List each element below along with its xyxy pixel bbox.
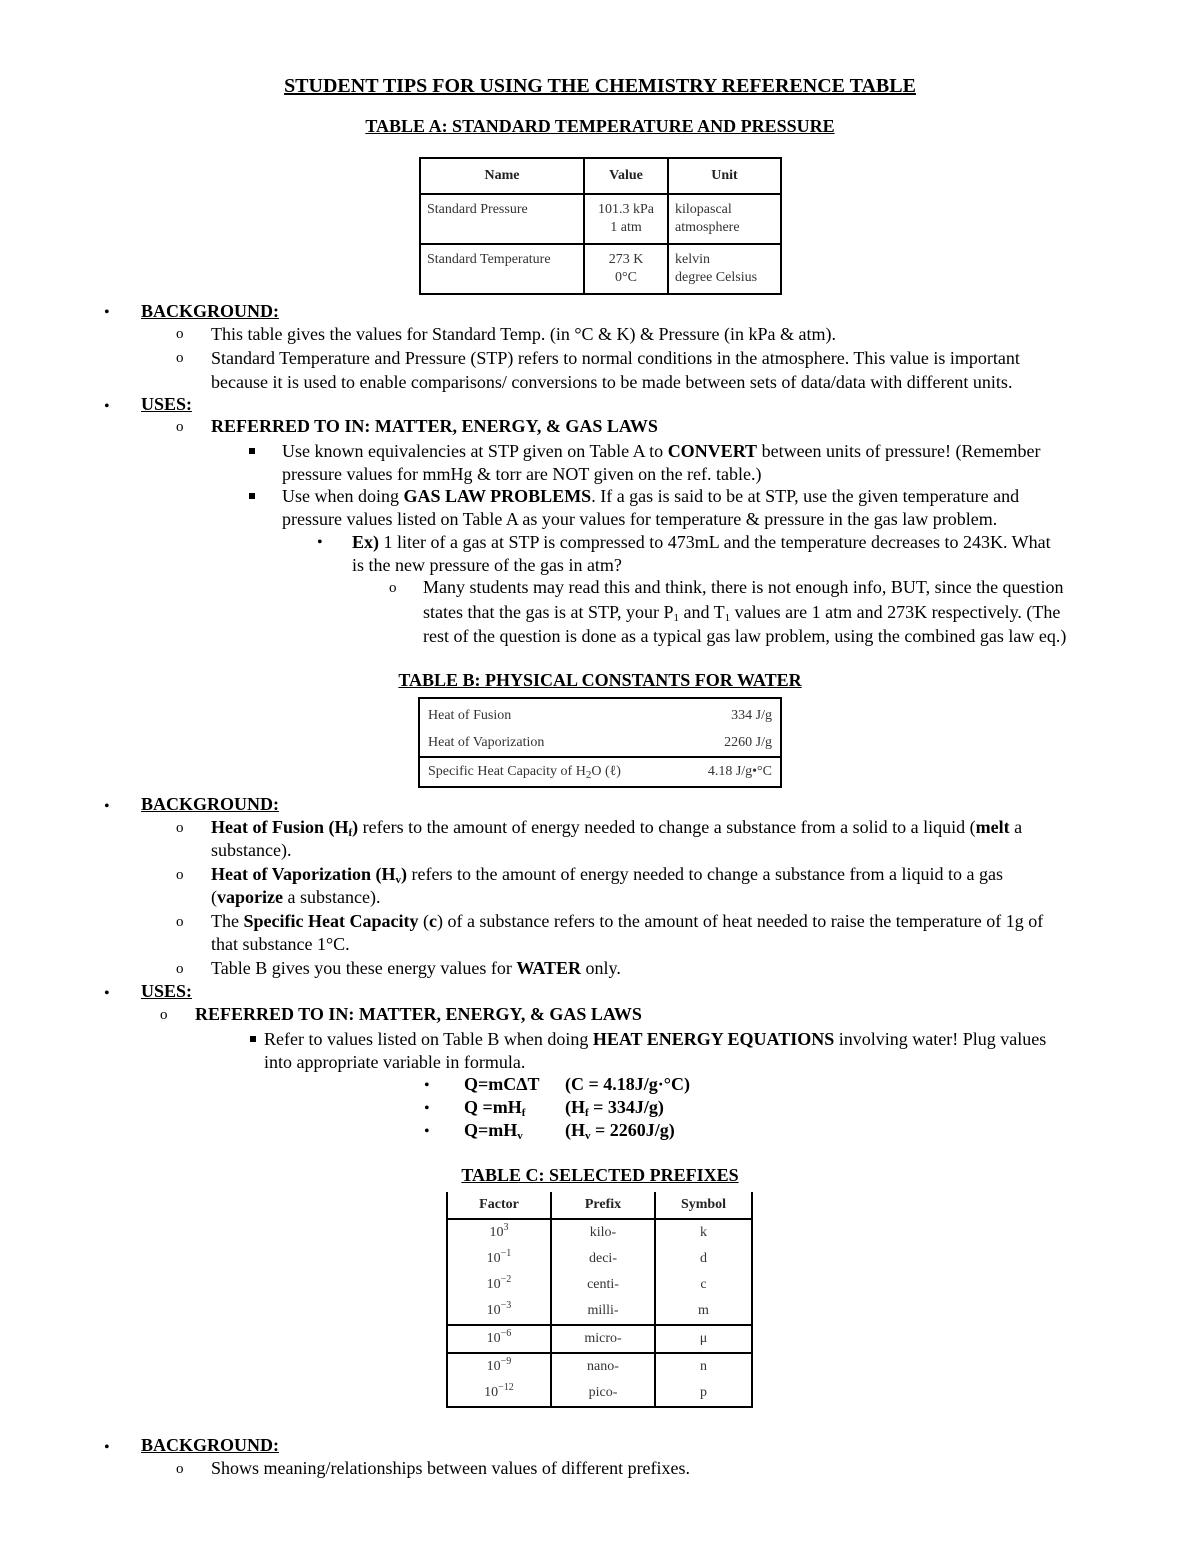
table-b-use: Refer to values listed on Table B when doing HEAT ENERGY EQUATIONS involving water! Plug values	[264, 1029, 1047, 1049]
table-c-cell-prefix: nano-	[551, 1353, 655, 1380]
table-c-cell-prefix: centi-	[551, 1272, 655, 1298]
table-c-header-factor: Factor	[447, 1192, 551, 1219]
table-c-cell-symbol: d	[655, 1246, 752, 1272]
table-c-cell-prefix: micro-	[551, 1325, 655, 1353]
table-a-use-2-cont: pressure values listed on Table A as your values for temperature & pressure in the gas law problem.	[282, 509, 998, 529]
circle-bullet-icon: o	[160, 1007, 168, 1023]
value-line: 0°C	[615, 270, 637, 285]
table-c-cell-factor: $10^{-9}$	[447, 1353, 551, 1380]
table-c-cell-factor: $10^{-3}$	[447, 1298, 551, 1325]
table-b-row	[419, 757, 781, 787]
table-c-row	[447, 1219, 752, 1246]
table-a-cell-value	[584, 194, 668, 244]
equation-heat-value: (C = 4.18J/g·°C)	[565, 1074, 690, 1094]
value-line: 273 K	[608, 252, 644, 267]
table-a-cell-unit	[668, 244, 781, 294]
table-a-use-2: Use when doing GAS LAW PROBLEMS. If a gas is said to be at STP, use the given temperature and	[282, 486, 1020, 506]
table-a-background-item-cont: because it is used to enable comparisons/ conversions to be made between sets of data/data with different units.	[211, 372, 1013, 392]
table-a-row	[420, 194, 781, 244]
table-a-use-1-cont: pressure values for mmHg & torr are NOT given on the ref. table.)	[282, 464, 762, 484]
circle-bullet-icon: o	[176, 326, 184, 342]
table-a-header-value: Value	[584, 158, 668, 194]
bullet-icon: •	[424, 1077, 430, 1094]
table-c-row	[447, 1298, 752, 1325]
table-a-background-item: This table gives the values for Standard Temp. (in °C & K) & Pressure (in kPa & atm).	[211, 324, 836, 344]
table-a-note-cont: states that the gas is at STP, your $P_1$ and $T_1$ values are 1 atm and 273K respectively. (The	[423, 602, 1061, 624]
table-a-referred: REFERRED TO IN: MATTER, ENERGY, & GAS LAWS	[211, 416, 658, 436]
bullet-icon: •	[424, 1123, 430, 1140]
table-c-header-prefix: Prefix	[551, 1192, 655, 1219]
unit-line: kilopascal	[675, 202, 732, 217]
unit-line: degree Celsius	[675, 270, 758, 285]
table-c-cell-prefix: kilo-	[551, 1219, 655, 1246]
table-c-heading: TABLE C: SELECTED PREFIXES	[461, 1165, 739, 1185]
table-c-cell-prefix: milli-	[551, 1298, 655, 1325]
table-a-row	[420, 244, 781, 294]
page-title: STUDENT TIPS FOR USING THE CHEMISTRY REFERENCE TABLE	[284, 75, 916, 97]
table-a-cell-unit	[668, 194, 781, 244]
table-b-heading: TABLE B: PHYSICAL CONSTANTS FOR WATER	[398, 670, 802, 690]
table-c-cell-symbol: μ	[655, 1325, 752, 1353]
circle-bullet-icon: o	[389, 580, 397, 596]
table-c-cell-factor: $10^{-12}$	[447, 1380, 551, 1407]
circle-bullet-icon: o	[176, 350, 184, 366]
table-a-heading: TABLE A: STANDARD TEMPERATURE AND PRESSURE	[365, 116, 835, 136]
table-b-background-item-cont: substance).	[211, 840, 292, 860]
circle-bullet-icon: o	[176, 914, 184, 930]
value-line: 1 atm	[610, 220, 642, 235]
table-c-cell-symbol: k	[655, 1219, 752, 1246]
table-b-background-item: Heat of Vaporization $(H_v)$ refers to the amount of energy needed to change a substance from a liquid to a gas	[211, 864, 1003, 886]
value-line: 101.3 kPa	[598, 202, 654, 217]
bullet-icon: •	[104, 985, 110, 1002]
square-bullet-icon	[249, 493, 255, 499]
table-c-cell-factor: $10^{-1}$	[447, 1246, 551, 1272]
table-b-cell-value: 4.18 J/g•°C	[680, 757, 781, 787]
table-a-header-name: Name	[420, 158, 584, 194]
circle-bullet-icon: o	[176, 1461, 184, 1477]
table-c-cell-factor: $10^{-6}$	[447, 1325, 551, 1353]
table-b-background-item-cont: (vaporize a substance).	[211, 887, 381, 907]
bullet-icon: •	[104, 304, 110, 321]
table-c-cell-factor: $10^3$	[447, 1219, 551, 1246]
bullet-icon: •	[424, 1100, 430, 1117]
table-b-background-item: Table B gives you these energy values for WATER only.	[211, 958, 621, 978]
table-b-row	[419, 698, 781, 728]
table-a-cell-value	[584, 244, 668, 294]
table-a-cell-name: Standard Temperature	[420, 244, 584, 294]
table-b-cell-name: Heat of Fusion	[428, 708, 512, 723]
table-b-background-label: BACKGROUND:	[141, 794, 279, 814]
circle-bullet-icon: o	[176, 867, 184, 883]
table-b-background-item-cont: that substance 1°C.	[211, 934, 350, 954]
table-a-background-label: BACKGROUND:	[141, 301, 279, 321]
table-c-header-symbol: Symbol	[655, 1192, 752, 1219]
table-a-note-cont: rest of the question is done as a typical gas law problem, using the combined gas law eq.)	[423, 626, 1067, 646]
table-c-cell-symbol: m	[655, 1298, 752, 1325]
table-b-uses-label: USES:	[141, 981, 193, 1001]
bullet-icon: •	[104, 798, 110, 815]
table-b-cell-value: 334 J/g	[731, 708, 772, 723]
circle-bullet-icon: o	[176, 961, 184, 977]
table-c-row	[447, 1325, 752, 1353]
table-a	[419, 157, 782, 295]
bullet-icon: •	[317, 534, 323, 551]
table-c-row	[447, 1246, 752, 1272]
table-a-cell-name: Standard Pressure	[420, 194, 584, 244]
unit-line: kelvin	[675, 252, 710, 267]
table-b-cell-value: 2260 J/g	[724, 735, 772, 750]
table-a-example-cont: is the new pressure of the gas in atm?	[352, 555, 622, 575]
table-a-header-unit: Unit	[668, 158, 781, 194]
equation-fusion-value: $(H_f = 334J/g)$	[565, 1097, 664, 1119]
table-a-background-item: Standard Temperature and Pressure (STP) refers to normal conditions in the atmosphere. This value is important	[211, 348, 1020, 368]
table-a-use-1: Use known equivalencies at STP given on Table A to CONVERT between units of pressure! (Remember	[282, 441, 1041, 461]
equation-fusion: $Q =mH_f$	[464, 1097, 526, 1119]
equation-vaporization: $Q=mH_v$	[464, 1120, 523, 1142]
equation-heat: Q=mCΔT	[464, 1074, 540, 1094]
square-bullet-icon	[250, 1036, 256, 1042]
table-c-cell-symbol: c	[655, 1272, 752, 1298]
table-a-note: Many students may read this and think, there is not enough info, BUT, since the question	[423, 577, 1064, 597]
bullet-icon: •	[104, 1439, 110, 1456]
table-a-uses-label: USES:	[141, 394, 193, 414]
unit-line: atmosphere	[675, 220, 740, 235]
table-c-cell-symbol: p	[655, 1380, 752, 1407]
table-c-cell-prefix: deci-	[551, 1246, 655, 1272]
circle-bullet-icon: o	[176, 820, 184, 836]
circle-bullet-icon: o	[176, 419, 184, 435]
table-b-cell-name: Heat of Vaporization	[428, 735, 545, 750]
table-a-example: Ex) 1 liter of a gas at STP is compressed to 473mL and the temperature decreases to 243K. What	[352, 532, 1051, 552]
table-c-row	[447, 1380, 752, 1407]
table-c-cell-factor: $10^{-2}$	[447, 1272, 551, 1298]
table-c-cell-prefix: pico-	[551, 1380, 655, 1407]
table-c-row	[447, 1272, 752, 1298]
table-b-referred: REFERRED TO IN: MATTER, ENERGY, & GAS LAWS	[195, 1004, 642, 1024]
table-b	[418, 697, 782, 788]
square-bullet-icon	[249, 448, 255, 454]
table-c-background-item: Shows meaning/relationships between values of different prefixes.	[211, 1458, 691, 1478]
table-c-background-label: BACKGROUND:	[141, 1435, 279, 1455]
equation-vaporization-value: $(H_v = 2260J/g)$	[565, 1120, 675, 1142]
table-c	[446, 1192, 753, 1408]
table-b-row	[419, 728, 781, 757]
table-b-background-item: The Specific Heat Capacity (c) of a substance refers to the amount of heat needed to raise the temperature of 1g of	[211, 911, 1044, 931]
table-c-cell-symbol: n	[655, 1353, 752, 1380]
table-b-use-cont: into appropriate variable in formula.	[264, 1052, 526, 1072]
table-c-row	[447, 1353, 752, 1380]
table-b-cell-name: Specific Heat Capacity of $H_2O$ (ℓ)	[419, 757, 680, 787]
bullet-icon: •	[104, 398, 110, 415]
table-b-background-item: Heat of Fusion $(H_f)$ refers to the amount of energy needed to change a substance from a solid to a liquid (melt a	[211, 817, 1023, 839]
